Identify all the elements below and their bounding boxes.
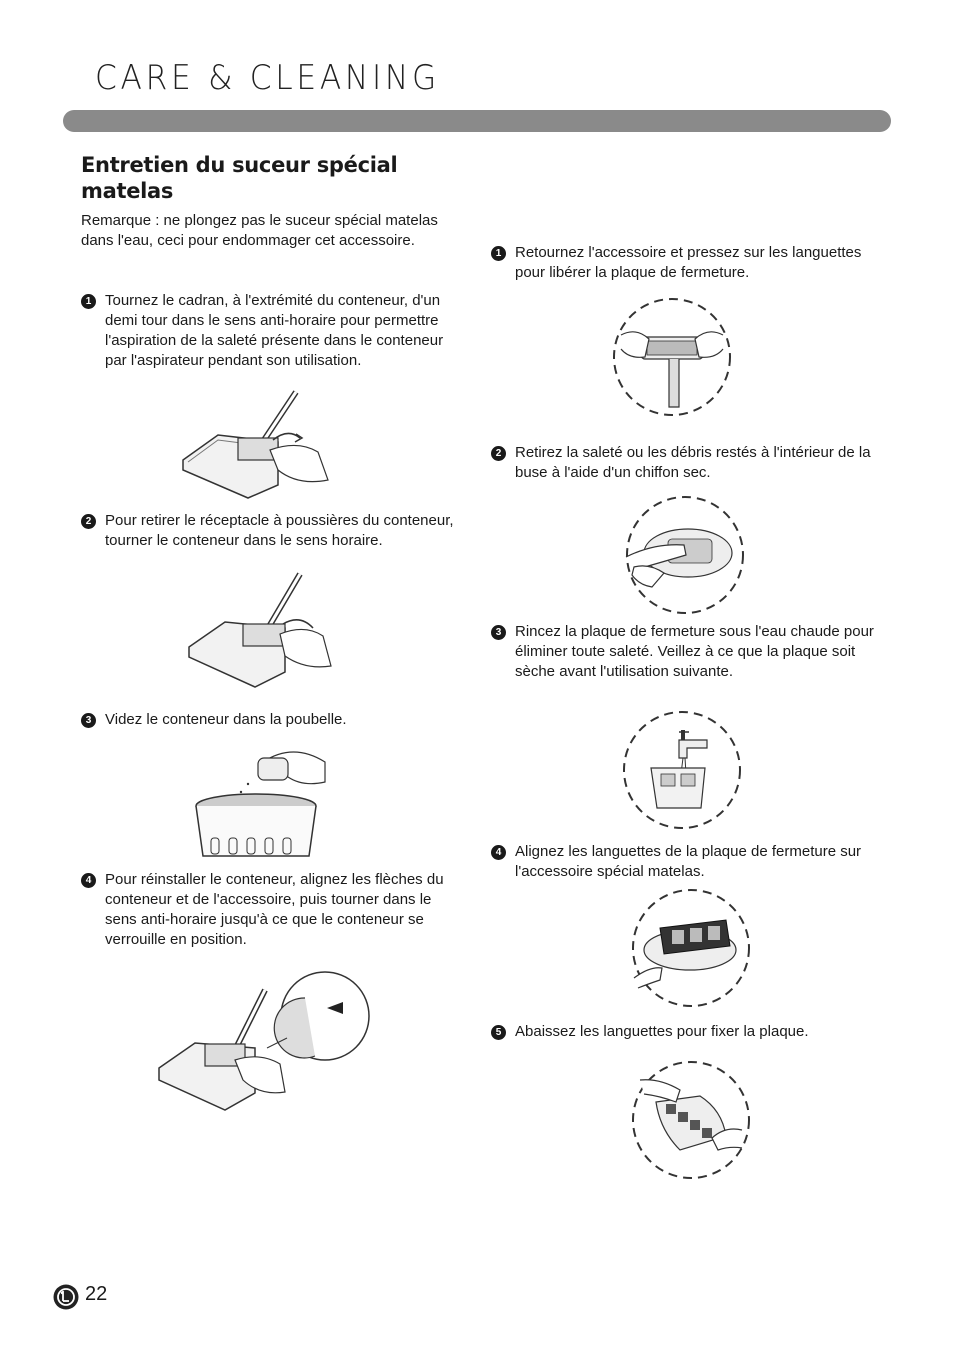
illustration-align-tabs (630, 888, 752, 1008)
step-text: Videz le conteneur dans la poubelle. (105, 711, 347, 728)
step-number-badge: 3 (81, 713, 96, 728)
step-number-badge: 4 (81, 873, 96, 888)
illustration-release-plate (611, 297, 733, 417)
step-number-badge: 2 (81, 514, 96, 529)
step-number-badge: 2 (491, 446, 506, 461)
illustration-reinstall-container (155, 968, 370, 1113)
page-header-title: CARE & CLEANING (95, 58, 440, 98)
step-text: Rincez la plaque de fermeture sous l'eau chaude pour éliminer toute saleté. Veillez à ce que la plaque soit sèche avant l'utilisation suivante. (515, 623, 874, 680)
remark-note: Remarque : ne plongez pas le suceur spécial matelas dans l'eau, ceci pour endommager cet accessoire. (81, 212, 438, 249)
step-number-badge: 1 (81, 294, 96, 309)
step-text: Retirez la saleté ou les débris restés à l'intérieur de la buse à l'aide d'un chiffon sec. (515, 444, 871, 481)
illustration-turn-dial (178, 390, 338, 500)
section-title: Entretien du suceur spécial matelas (81, 153, 398, 203)
step-text: Pour réinstaller le conteneur, alignez les flèches du conteneur et de l'accessoire, puis tourner dans le sens anti-horaire jusqu'à ce que le conteneur se verrouille en position. (105, 871, 444, 948)
step-text: Abaissez les languettes pour fixer la plaque. (515, 1023, 809, 1040)
illustration-remove-container (185, 572, 335, 690)
step-text: Retournez l'accessoire et pressez sur les languettes pour libérer la plaque de fermeture. (515, 244, 862, 281)
step-text: Alignez les languettes de la plaque de fermeture sur l'accessoire spécial matelas. (515, 843, 862, 880)
illustration-wipe-nozzle (624, 495, 746, 615)
step-number-badge: 1 (491, 246, 506, 261)
page-number: 22 (85, 1283, 108, 1305)
step-number-badge: 3 (491, 625, 506, 640)
step-text: Pour retirer le réceptacle à poussières du conteneur, tourner le conteneur dans le sens horaire. (105, 512, 454, 549)
lg-logo-icon (53, 1284, 79, 1310)
header-bar (63, 110, 891, 132)
step-text: Tournez le cadran, à l'extrémité du conteneur, d'un demi tour dans le sens anti-horaire pour permettre l'aspiration de la saleté présente dans le conteneur par l'aspirateur pendant son utilisation. (105, 292, 444, 369)
illustration-rinse-plate (621, 710, 743, 830)
step-number-badge: 5 (491, 1025, 506, 1040)
step-number-badge: 4 (491, 845, 506, 860)
illustration-empty-bin (193, 742, 328, 858)
illustration-lower-tabs (630, 1060, 752, 1180)
